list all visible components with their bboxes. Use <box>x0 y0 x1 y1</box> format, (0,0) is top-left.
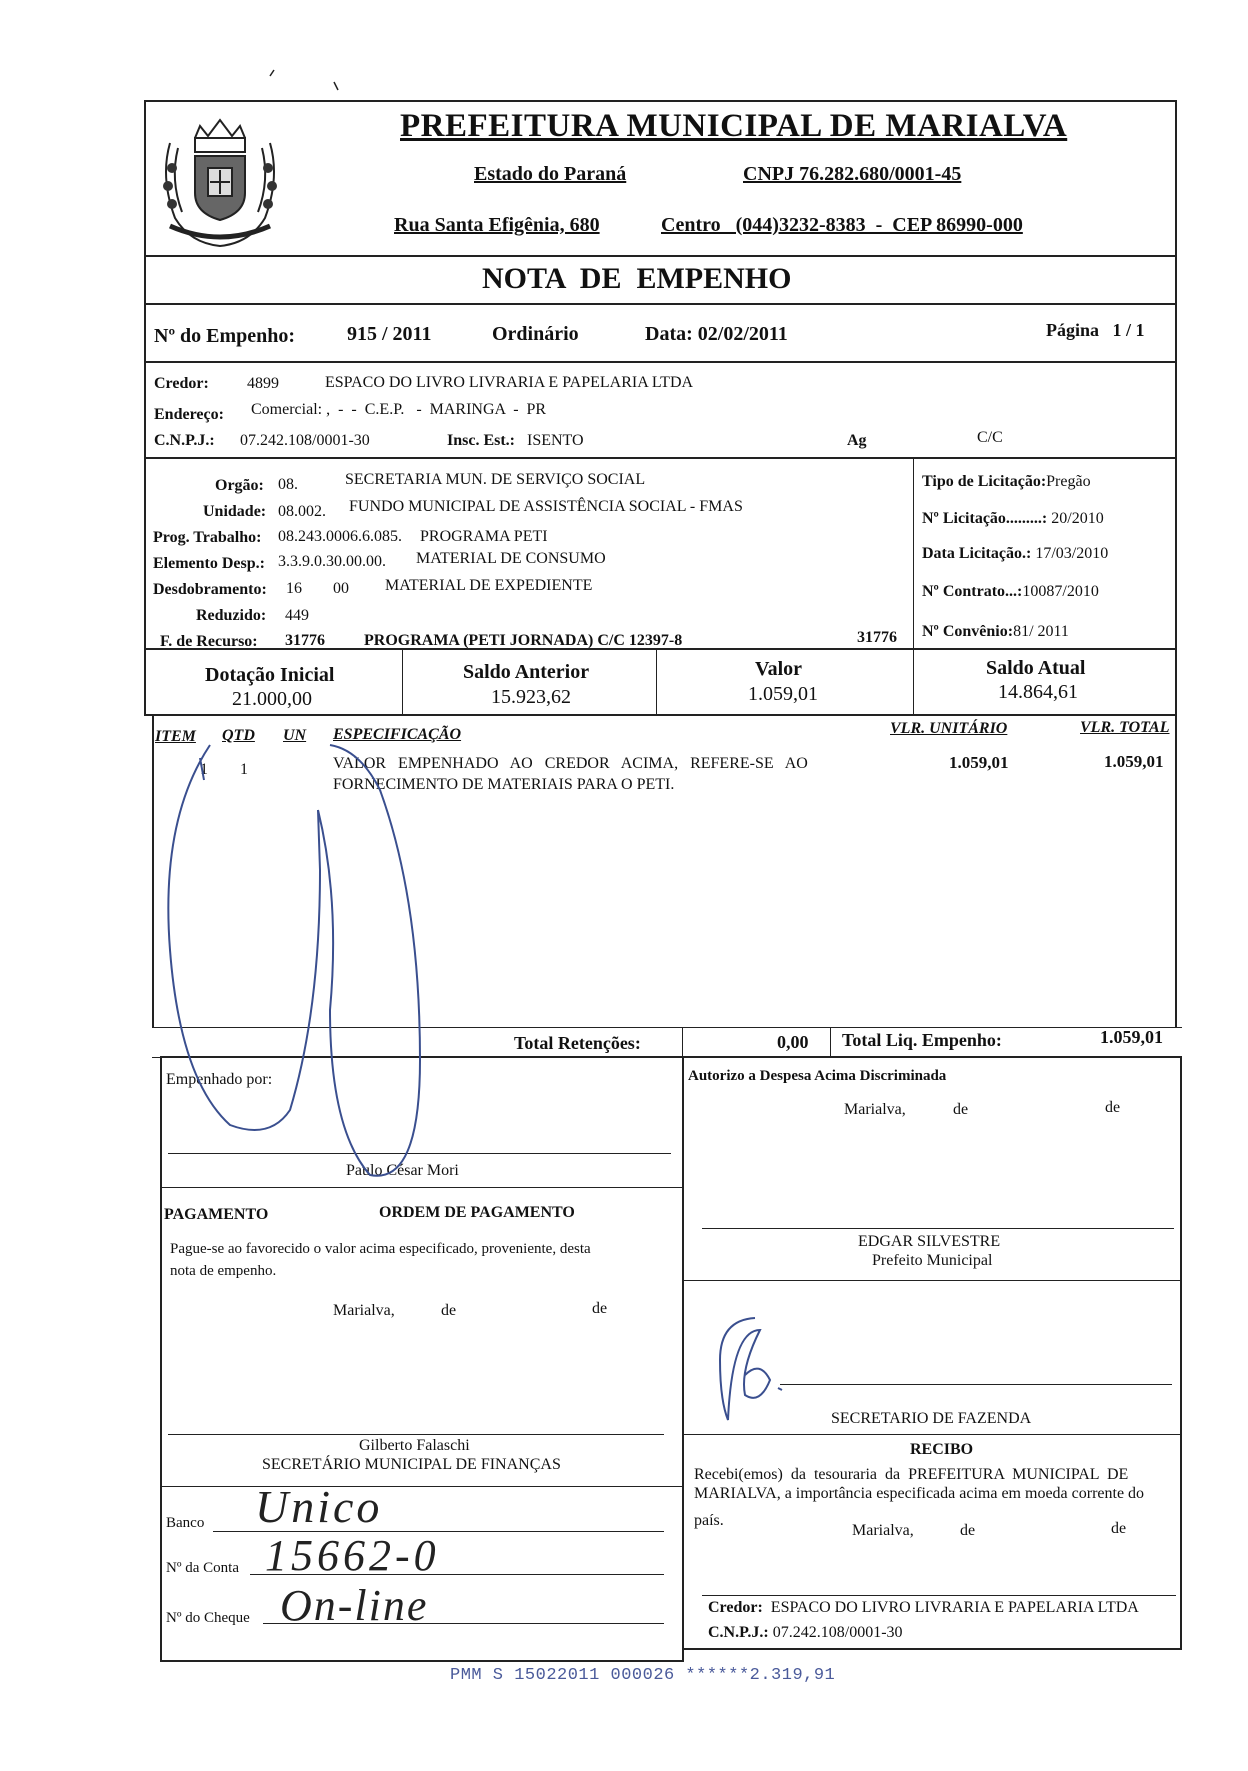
total-liquido-label: Total Liq. Empenho: <box>842 1030 1002 1050</box>
saldo-anterior-label: Saldo Anterior <box>463 661 590 683</box>
numero-contrato <box>922 583 1099 601</box>
recibo-text-2: MARIALVA, a importância especificada acima em moeda corrente do <box>694 1485 1145 1502</box>
saldos-divider-1 <box>402 650 403 714</box>
page-number: Página 1 / 1 <box>1046 320 1145 340</box>
numero-licitacao <box>922 510 1104 528</box>
numero-licitacao-label: Nº Licitação.........: <box>922 510 1048 527</box>
data-licitacao-label: Data Licitação.: <box>922 545 1032 562</box>
valor-value: 1.059,01 <box>748 683 818 705</box>
recibo-cnpj-value: 07.242.108/0001-30 <box>772 1624 903 1641</box>
empenho-date: Data: 02/02/2011 <box>645 323 788 345</box>
municipality-title: PREFEITURA MUNICIPAL DE MARIALVA <box>400 108 1068 144</box>
recibo-de-1: de <box>960 1522 976 1539</box>
secretario-fazenda: SECRETARIO DE FAZENDA <box>831 1410 1032 1427</box>
pagamento-city: Marialva, <box>333 1302 395 1319</box>
recibo-credor <box>708 1599 1139 1617</box>
orgao-code: 08. <box>278 476 298 493</box>
saldos-divider-2 <box>656 650 657 714</box>
banco-handwritten: Unico <box>255 1481 383 1532</box>
totals-divider-2 <box>830 1027 831 1057</box>
orgao-label: Orgão: <box>215 477 264 494</box>
banco-label: Banco <box>166 1515 205 1531</box>
total-retencoes-value: 0,00 <box>777 1032 809 1052</box>
empenho-type: Ordinário <box>492 323 579 345</box>
recurso-code: 31776 <box>285 632 325 649</box>
unidade-label: Unidade: <box>203 503 267 520</box>
recibo-top-line <box>684 1434 1182 1435</box>
tipo-licitacao-value: Pregão <box>1046 473 1091 490</box>
cheque-label: Nº do Cheque <box>166 1610 250 1626</box>
financas-name: Gilberto Falaschi <box>359 1437 470 1454</box>
state-name: Estado do Paraná <box>474 163 627 185</box>
document-title: NOTA DE EMPENHO <box>482 262 792 295</box>
numero-licitacao-value: 20/2010 <box>1051 510 1104 527</box>
recibo-text-3: país. <box>694 1512 724 1529</box>
saldo-atual-value: 14.864,61 <box>998 681 1078 703</box>
row-description-2: FORNECIMENTO DE MATERIAIS PARA O PETI. <box>333 776 675 793</box>
elemento-code: 3.3.9.0.30.00.00. <box>278 553 386 570</box>
empenhado-por-label: Empenhado por: <box>166 1071 273 1088</box>
financas-title: SECRETÁRIO MUNICIPAL DE FINANÇAS <box>262 1456 561 1473</box>
orgao-name: SECRETARIA MUN. DE SERVIÇO SOCIAL <box>345 471 646 488</box>
pagamento-top-line <box>160 1187 684 1188</box>
pagamento-text-2: nota de empenho. <box>170 1263 277 1279</box>
row-qtd: 1 <box>240 761 248 778</box>
recibo-city: Marialva, <box>852 1522 914 1539</box>
row-item: 1 <box>200 761 208 778</box>
credor-name: ESPACO DO LIVRO LIVRARIA E PAPELARIA LTDA <box>325 374 694 391</box>
top-scribble <box>270 70 338 90</box>
tipo-licitacao-label: Tipo de Licitação: <box>922 473 1047 490</box>
prog-label: Prog. Trabalho: <box>153 529 262 546</box>
valor-label: Valor <box>755 658 803 680</box>
recurso-name: PROGRAMA (PETI JORNADA) C/C 12397-8 <box>364 632 683 649</box>
credor-address: Comercial: , - - C.E.P. - MARINGA - PR <box>251 401 547 418</box>
recibo-title: RECIBO <box>910 1441 974 1458</box>
elemento-name: MATERIAL DE CONSUMO <box>416 550 606 567</box>
desdobramento-label: Desdobramento: <box>153 581 267 598</box>
banco-top-line <box>160 1486 684 1487</box>
saldo-atual-label: Saldo Atual <box>986 657 1086 679</box>
empenho-number-label: Nº do Empenho: <box>154 325 296 347</box>
recibo-text-1: Recebi(emos) da tesouraria da PREFEITURA MUNICIPAL DE <box>694 1466 1129 1483</box>
autorizo-city: Marialva, <box>844 1101 906 1118</box>
numero-convenio-value: 81/ 2011 <box>1013 623 1069 640</box>
numero-contrato-label: Nº Contrato...: <box>922 583 1023 600</box>
prefeito-title: Prefeito Municipal <box>872 1252 993 1269</box>
unidade-code: 08.002. <box>278 503 326 520</box>
saldos-divider-3 <box>913 650 914 714</box>
cheque-handwritten: On-line <box>280 1581 429 1630</box>
elemento-label: Elemento Desp.: <box>153 555 265 572</box>
saldo-anterior-value: 15.923,62 <box>491 686 571 708</box>
recibo-de-2: de <box>1111 1520 1127 1537</box>
autorizo-de-1: de <box>953 1101 969 1118</box>
reduzido-label: Reduzido: <box>196 607 267 624</box>
totals-divider-1 <box>682 1027 683 1057</box>
pagamento-text-1: Pague-se ao favorecido o valor acima especificado, proveniente, desta <box>170 1241 591 1257</box>
data-licitacao <box>922 545 1108 563</box>
ag-label: Ag <box>847 432 867 449</box>
recibo-credor-label: Credor: <box>708 1599 763 1616</box>
empenhado-por-name: Paulo César Mori <box>346 1162 459 1179</box>
conta-handwritten: 15662-0 <box>265 1531 440 1580</box>
header-valor-unitario: VLR. UNITÁRIO <box>890 720 1008 737</box>
data-licitacao-value: 17/03/2010 <box>1035 545 1109 562</box>
recurso-code2: 31776 <box>857 629 897 646</box>
desdobramento-code1: 16 <box>286 580 302 597</box>
address-label: Endereço: <box>154 406 224 423</box>
cnpj-header: CNPJ 76.282.680/0001-45 <box>743 163 962 185</box>
header-valor-total: VLR. TOTAL <box>1080 719 1170 736</box>
insc-value: ISENTO <box>527 432 584 449</box>
header-qtd: QTD <box>222 727 255 744</box>
dotacao-inicial-value: 21.000,00 <box>232 688 312 710</box>
recibo-cnpj-label: C.N.P.J.: <box>708 1624 769 1641</box>
recibo-credor-name: ESPACO DO LIVRO LIVRARIA E PAPELARIA LTDA <box>770 1599 1139 1616</box>
totals-top-line <box>152 1027 1182 1028</box>
total-liquido-value: 1.059,01 <box>1100 1027 1163 1047</box>
credor-recibo-line <box>702 1595 1176 1596</box>
header-item: ITEM <box>155 728 196 745</box>
recurso-label: F. de Recurso: <box>160 633 258 650</box>
dotacao-divider <box>913 458 914 650</box>
payment-stamp: PMM S 15022011 000026 ******2.319,91 <box>450 1666 836 1685</box>
reduzido-value: 449 <box>285 607 309 624</box>
credor-cnpj: 07.242.108/0001-30 <box>240 432 370 449</box>
numero-contrato-value: 10087/2010 <box>1022 583 1099 600</box>
row-valor-unitario: 1.059,01 <box>949 753 1009 772</box>
coat-of-arms <box>150 108 290 253</box>
autorizo-despesa: Autorizo a Despesa Acima Discriminada <box>688 1068 947 1084</box>
pagamento-de-1: de <box>441 1302 457 1319</box>
address-rest: Centro (044)3232-8383 - CEP 86990-000 <box>661 214 1023 236</box>
pagamento-label: PAGAMENTO <box>164 1206 269 1223</box>
ordem-pagamento-label: ORDEM DE PAGAMENTO <box>379 1204 575 1221</box>
empenhado-signature-line <box>168 1153 671 1154</box>
credor-code: 4899 <box>247 375 279 392</box>
street-address: Rua Santa Efigênia, 680 <box>394 214 600 236</box>
header-un: UN <box>283 727 307 744</box>
lower-right-box <box>684 1056 1182 1650</box>
header-especificacao: ESPECIFICAÇÃO <box>333 726 462 743</box>
unidade-name: FUNDO MUNICIPAL DE ASSISTÊNCIA SOCIAL - FMAS <box>349 498 743 515</box>
fazenda-signature-line <box>780 1384 1172 1385</box>
prog-code: 08.243.0006.6.085. <box>278 528 402 545</box>
credor-label: Credor: <box>154 375 209 392</box>
row-description-1: VALOR EMPENHADO AO CREDOR ACIMA, REFERE-SE AO <box>333 755 808 772</box>
numero-convenio-label: Nº Convênio: <box>922 623 1014 640</box>
row-valor-total: 1.059,01 <box>1104 752 1164 771</box>
tipo-licitacao <box>922 473 1091 491</box>
credor-cnpj-label: C.N.P.J.: <box>154 432 215 449</box>
desdobramento-code2: 00 <box>333 580 349 597</box>
pagamento-de-2: de <box>592 1300 608 1317</box>
prog-name: PROGRAMA PETI <box>420 528 548 545</box>
desdobramento-name: MATERIAL DE EXPEDIENTE <box>385 577 593 594</box>
empenho-number: 915 / 2011 <box>347 323 432 345</box>
fazenda-top-line <box>684 1280 1182 1281</box>
total-retencoes-label: Total Retenções: <box>514 1033 641 1053</box>
financas-signature-line <box>168 1434 664 1435</box>
prefeito-name: EDGAR SILVESTRE <box>858 1233 1001 1250</box>
recibo-cnpj <box>708 1624 903 1642</box>
autorizo-de-2: de <box>1105 1099 1121 1116</box>
insc-label: Insc. Est.: <box>447 432 516 449</box>
dotacao-inicial-label: Dotação Inicial <box>205 664 335 686</box>
numero-convenio <box>922 623 1069 641</box>
conta-label: Nº da Conta <box>166 1560 239 1576</box>
cc-label: C/C <box>977 429 1003 446</box>
prefeito-signature-line <box>702 1228 1174 1229</box>
